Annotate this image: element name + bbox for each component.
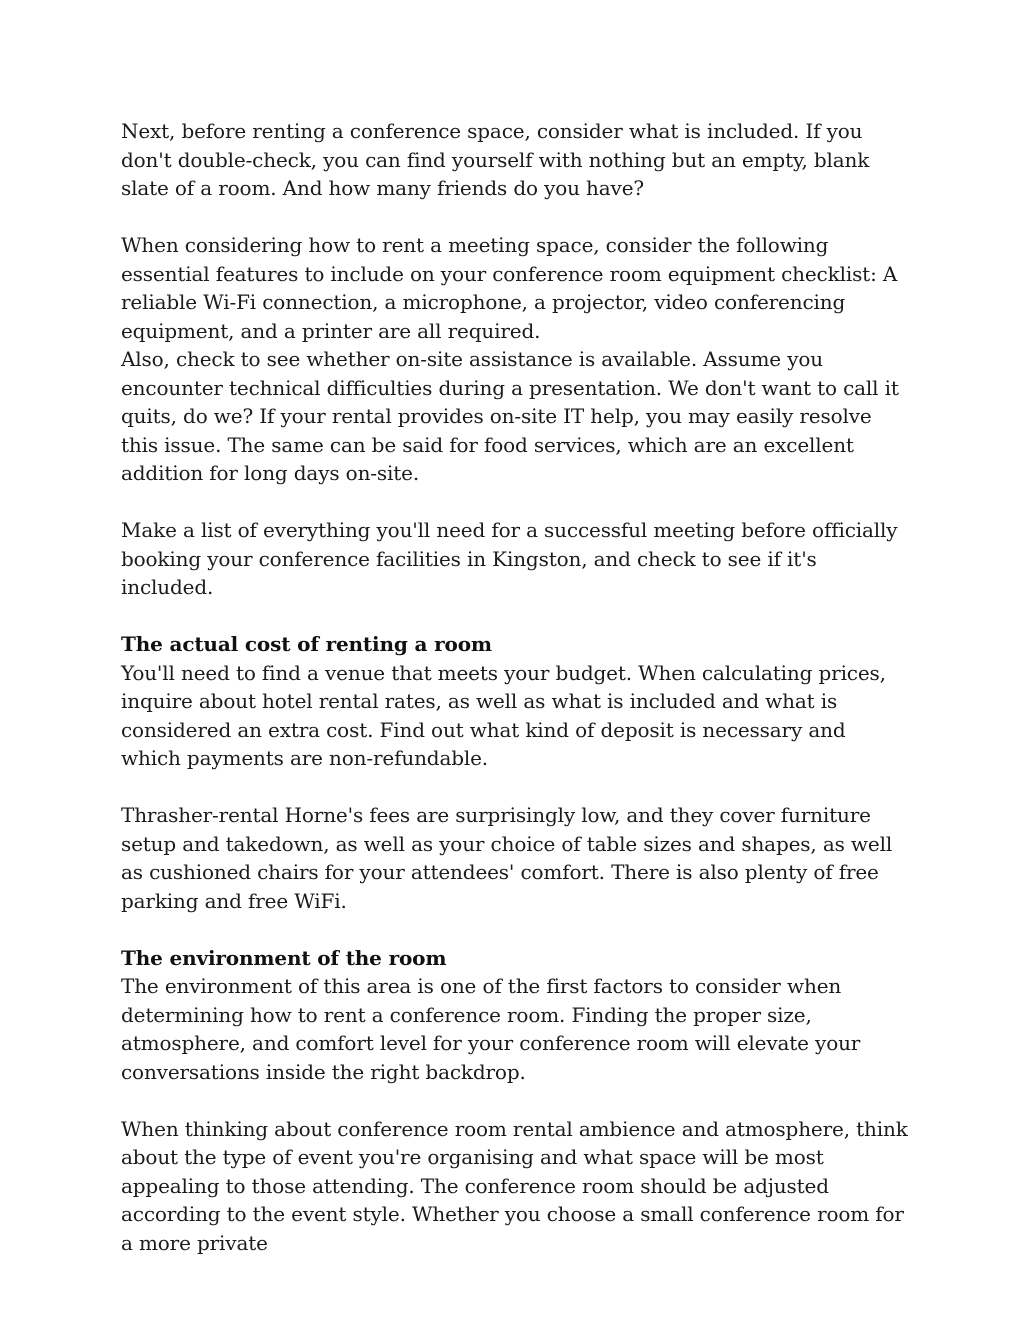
paragraph-fees: Thrasher-rental Horne's fees are surprisingly low, and they cover furniture setup and takedown, as well as your choice of table sizes and shapes, as well as cushioned chairs for your attendees' comfort. There is also plenty of free parking and free WiFi. xyxy=(121,803,893,913)
paragraph-ambience: When thinking about conference room rental ambience and atmosphere, think about the type of event you're organising and what space will be most appealing to those attending. The conference room should be adjusted according to the event style. Whether you choose a small conference room for a more private xyxy=(121,1116,908,1255)
paragraph-onsite-assistance: Also, check to see whether on-site assistance is available. Assume you encounter technical difficulties during a presentation. We don't want to call it quits, do we? If your rental provides on-site IT help, you may easily resolve this issue. The same can be said for food services, which are an excellent addition for long days on-site. xyxy=(121,347,899,485)
section-heading-environment: The environment of the room xyxy=(121,945,447,970)
paragraph-spacer xyxy=(121,773,911,802)
paragraph-spacer xyxy=(121,915,911,944)
paragraph-spacer xyxy=(121,602,911,631)
paragraph-make-a-list: Make a list of everything you'll need for a successful meeting before officially booking your conference facilities in Kingston, and check to see if it's included. xyxy=(121,518,898,599)
paragraph-spacer xyxy=(121,1086,911,1115)
paragraph-included-items: Next, before renting a conference space, consider what is included. If you don't double-check, you can find yourself with nothing but an empty, blank slate of a room. And how many friends do you have? xyxy=(121,119,870,200)
section-heading-cost: The actual cost of renting a room xyxy=(121,632,492,656)
paragraph-environment: The environment of this area is one of the first factors to consider when determining how to rent a conference room. Finding the proper size, atmosphere, and comfort level for your conference room will elevate your conversations inside the right backdrop. xyxy=(121,974,861,1084)
paragraph-budget: You'll need to find a venue that meets your budget. When calculating prices, inquire about hotel rental rates, as well as what is included and what is considered an extra cost. Find out what kind of deposit is necessary and which payments are non-refundable. xyxy=(121,660,886,770)
paragraph-equipment-checklist: When considering how to rent a meeting space, consider the following essential features to include on your conference room equipment checklist: A reliable Wi-Fi connection, a microphone, a projector, video conferencing equipment, and a printer are all required. xyxy=(121,233,898,343)
paragraph-spacer xyxy=(121,488,911,517)
paragraph-spacer xyxy=(121,203,911,232)
document-body xyxy=(121,117,911,1257)
